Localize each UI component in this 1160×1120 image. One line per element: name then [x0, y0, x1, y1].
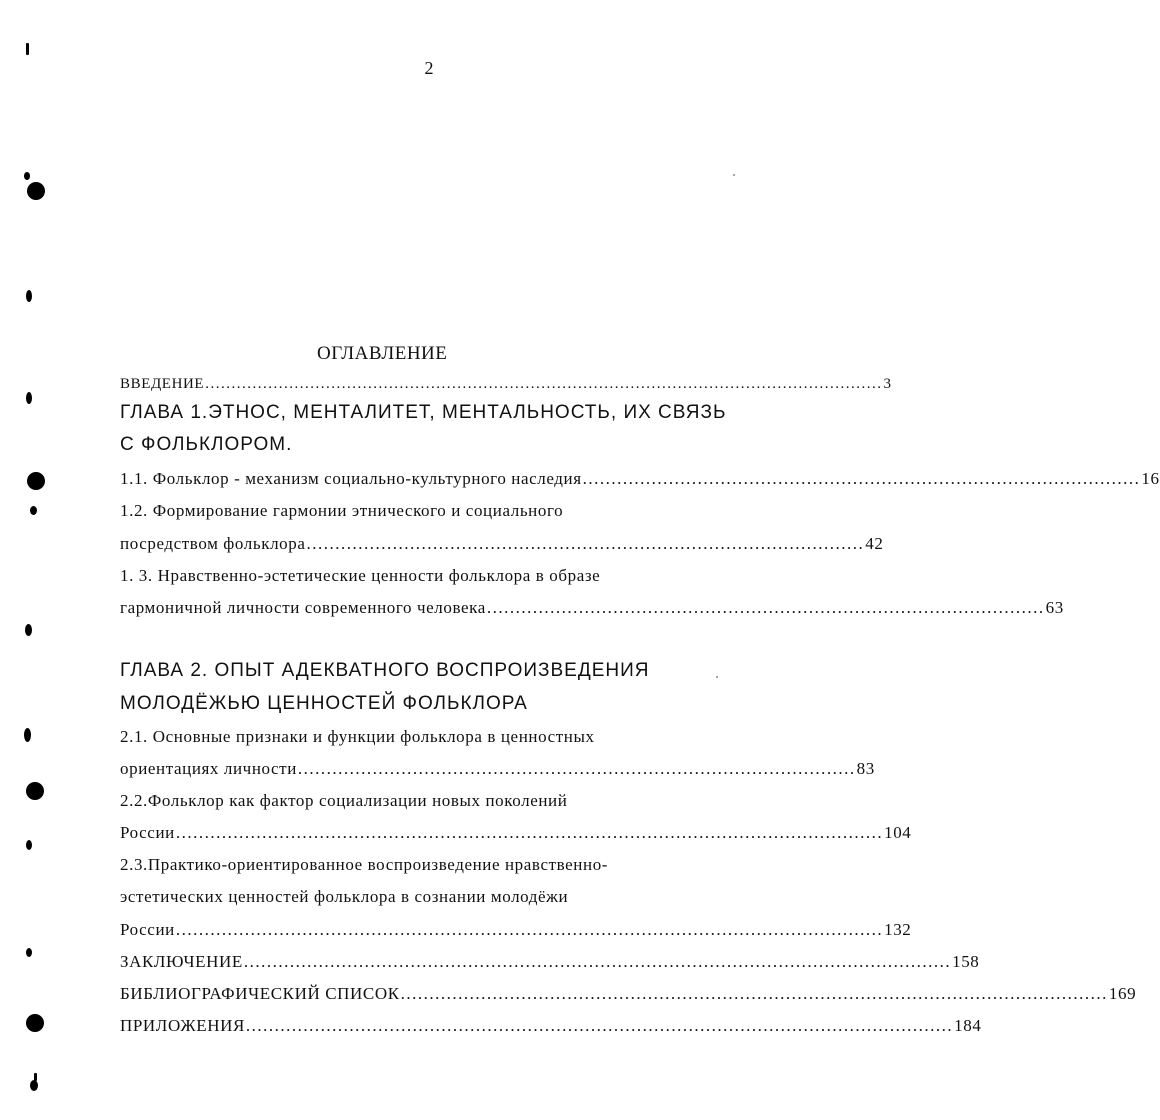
scan-mark: [30, 506, 37, 515]
toc-entry-label: 1.1. Фольклор - механизм социально-культурного наследия: [120, 469, 582, 488]
toc-entry-label: БИБЛИОГРАФИЧЕСКИЙ СПИСОК: [120, 984, 400, 1003]
toc-title: ОГЛАВЛЕНИЕ: [317, 343, 448, 364]
binder-hole: [27, 182, 45, 200]
toc-entry-label: гармоничной личности современного человека: [120, 598, 486, 617]
toc-entry-1-2[interactable]: [120, 534, 884, 554]
toc-entry-label: России: [120, 823, 175, 842]
toc-entry-label: России: [120, 920, 175, 939]
leader-dots: .................................................................................................: [486, 598, 1045, 617]
leader-dots: .................................................................................................: [306, 534, 865, 553]
page-number: 2: [424, 58, 434, 78]
binder-hole: [26, 782, 44, 800]
toc-entry-label: ВВЕДЕНИЕ: [120, 376, 205, 392]
binder-hole: [27, 472, 45, 490]
toc-entry-label: ориентациях личности: [120, 759, 297, 778]
leader-dots: .................................................................................................: [297, 759, 856, 778]
toc-entry-2-3-line1[interactable]: 2.3.Практико-ориентированное воспроизведение нравственно-: [120, 855, 609, 874]
toc-entry-appendix[interactable]: [120, 1016, 982, 1036]
toc-entry-2-3[interactable]: [120, 920, 912, 940]
toc-entry-label: ЗАКЛЮЧЕНИЕ: [120, 952, 243, 971]
scan-mark: [30, 1080, 38, 1091]
toc-entry-page: 3: [883, 376, 892, 392]
scan-mark: [26, 948, 32, 957]
chapter2-title-line2: МОЛОДЁЖЬЮ ЦЕННОСТЕЙ ФОЛЬКЛОРА: [120, 693, 528, 714]
leader-dots: .................................................................................................: [582, 469, 1141, 488]
scan-mark: [26, 392, 32, 404]
chapter1-title-line1: ГЛАВА 1.ЭТНОС, МЕНТАЛИТЕТ, МЕНТАЛЬНОСТЬ, ИХ СВЯЗЬ: [120, 402, 727, 423]
toc-entry-1-3[interactable]: [120, 598, 1064, 618]
toc-entry-label: ПРИЛОЖЕНИЯ: [120, 1016, 245, 1035]
leader-dots: ...........................................................................................................................: [175, 823, 884, 842]
toc-entry-page: 184: [954, 1016, 982, 1035]
leader-dots: ...........................................................................................................................: [175, 920, 884, 939]
toc-entry-label: посредством фольклора: [120, 534, 306, 553]
scan-mark: [26, 43, 29, 55]
binder-hole: [26, 1014, 44, 1032]
scan-mark: [25, 624, 32, 636]
leader-dots: ...........................................................................................................................: [400, 984, 1108, 1003]
leader-dots: .................................................................................................................................: [205, 376, 883, 392]
scan-mark: [26, 290, 32, 302]
toc-entry-1-1[interactable]: [120, 469, 1160, 489]
chapter2-title-line1: ГЛАВА 2. ОПЫТ АДЕКВАТНОГО ВОСПРОИЗВЕДЕНИЯ: [120, 660, 650, 681]
scan-mark: [24, 728, 31, 742]
toc-entry-2-1-line1[interactable]: 2.1. Основные признаки и функции фольклора в ценностных: [120, 727, 595, 746]
toc-entry-page: 63: [1045, 598, 1064, 617]
scan-mark: [26, 840, 32, 850]
leader-dots: ...........................................................................................................................: [245, 1016, 954, 1035]
scan-speck: [716, 676, 718, 678]
toc-entry-page: 169: [1108, 984, 1137, 1003]
toc-entry-page: 83: [856, 759, 875, 778]
toc-entry-1-2-line1[interactable]: 1.2. Формирование гармонии этнического и социального: [120, 501, 564, 520]
toc-entry-1-3-line1[interactable]: 1. 3. Нравственно-эстетические ценности фольклора в образе: [120, 566, 601, 585]
toc-entry-page: 42: [865, 534, 884, 553]
toc-entry-2-2[interactable]: [120, 823, 912, 843]
toc-entry-bibliography[interactable]: [120, 984, 1137, 1004]
toc-entry-2-3-line2[interactable]: эстетических ценностей фольклора в сознании молодёжи: [120, 887, 569, 906]
toc-entry-page: 104: [884, 823, 912, 842]
scan-mark: [34, 1073, 37, 1081]
toc-entry-page: 16: [1141, 469, 1160, 488]
toc-entry-conclusion[interactable]: [120, 952, 980, 972]
toc-entry-page: 158: [952, 952, 980, 971]
scan-speck: [733, 174, 735, 176]
leader-dots: ...........................................................................................................................: [243, 952, 952, 971]
toc-entry-2-1[interactable]: [120, 759, 875, 779]
toc-entry-2-2-line1[interactable]: 2.2.Фольклор как фактор социализации новых поколений: [120, 791, 568, 810]
toc-entry-intro[interactable]: [120, 376, 892, 393]
scan-mark: [24, 172, 30, 180]
chapter1-title-line2: С ФОЛЬКЛОРОМ.: [120, 434, 293, 455]
toc-entry-page: 132: [884, 920, 912, 939]
